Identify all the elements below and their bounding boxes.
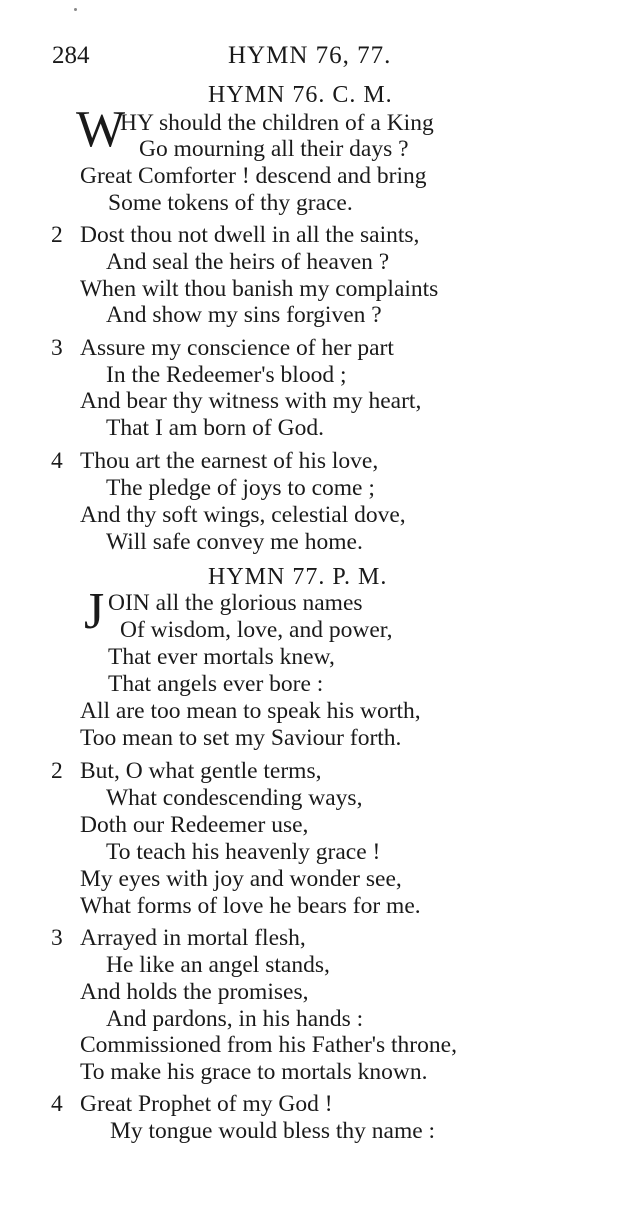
verse-line: Will safe convey me home. bbox=[106, 529, 363, 555]
verse-line: And bear thy witness with my heart, bbox=[80, 388, 422, 414]
verse-line: But, O what gentle terms, bbox=[80, 758, 322, 784]
verse-line: Great Comforter ! descend and bring bbox=[80, 163, 427, 189]
verse-line: Too mean to set my Saviour forth. bbox=[80, 725, 402, 751]
verse-line: Dost thou not dwell in all the saints, bbox=[80, 222, 420, 248]
verse-line: Of wisdom, love, and power, bbox=[120, 617, 393, 643]
hymn-76-drop-cap: W bbox=[76, 101, 126, 158]
hymn-77-title: HYMN 77. P. M. bbox=[208, 564, 388, 590]
stanza-number: 4 bbox=[51, 1091, 63, 1117]
verse-line: To make his grace to mortals known. bbox=[80, 1059, 428, 1085]
verse-line: That angels ever bore : bbox=[108, 671, 324, 697]
verse-line: To teach his heavenly grace ! bbox=[106, 839, 381, 865]
verse-line: Commissioned from his Father's throne, bbox=[80, 1032, 457, 1058]
verse-line: And show my sins forgiven ? bbox=[106, 302, 382, 328]
verse-line: Thou art the earnest of his love, bbox=[80, 448, 379, 474]
verse-line: Doth our Redeemer use, bbox=[80, 812, 309, 838]
verse-line: He like an angel stands, bbox=[106, 952, 330, 978]
hymn-77-drop-cap: J bbox=[84, 583, 105, 640]
verse-line: My eyes with joy and wonder see, bbox=[80, 866, 402, 892]
verse-line: In the Redeemer's blood ; bbox=[106, 362, 347, 388]
verse-line: That ever mortals knew, bbox=[108, 644, 335, 670]
verse-line: HY should the children of a King bbox=[120, 110, 434, 136]
verse-line: Some tokens of thy grace. bbox=[108, 190, 353, 216]
verse-line: That I am born of God. bbox=[106, 415, 324, 441]
verse-line: My tongue would bless thy name : bbox=[110, 1118, 436, 1144]
hymn-76-title: HYMN 76. C. M. bbox=[208, 82, 393, 108]
page-number: 284 bbox=[52, 42, 90, 69]
verse-line: And pardons, in his hands : bbox=[106, 1006, 364, 1032]
verse-line: Go mourning all their days ? bbox=[139, 136, 409, 162]
verse-line: And holds the promises, bbox=[80, 979, 309, 1005]
verse-line: What condescending ways, bbox=[106, 785, 363, 811]
stanza-number: 4 bbox=[51, 448, 63, 474]
verse-line: OIN all the glorious names bbox=[108, 590, 363, 616]
verse-line: What forms of love he bears for me. bbox=[80, 893, 421, 919]
verse-line: Great Prophet of my God ! bbox=[80, 1091, 333, 1117]
verse-line: The pledge of joys to come ; bbox=[106, 475, 375, 501]
verse-line: And seal the heirs of heaven ? bbox=[106, 249, 390, 275]
verse-line: And thy soft wings, celestial dove, bbox=[80, 502, 406, 528]
running-head: HYMN 76, 77. bbox=[228, 42, 392, 69]
stanza-number: 2 bbox=[51, 758, 63, 784]
stanza-number: 3 bbox=[51, 335, 63, 361]
verse-line: Assure my conscience of her part bbox=[80, 335, 394, 361]
verse-line: Arrayed in mortal flesh, bbox=[80, 925, 306, 951]
stanza-number: 2 bbox=[51, 222, 63, 248]
stanza-number: 3 bbox=[51, 925, 63, 951]
page-speck bbox=[74, 8, 77, 11]
verse-line: When wilt thou banish my complaints bbox=[80, 276, 439, 302]
verse-line: All are too mean to speak his worth, bbox=[80, 698, 421, 724]
